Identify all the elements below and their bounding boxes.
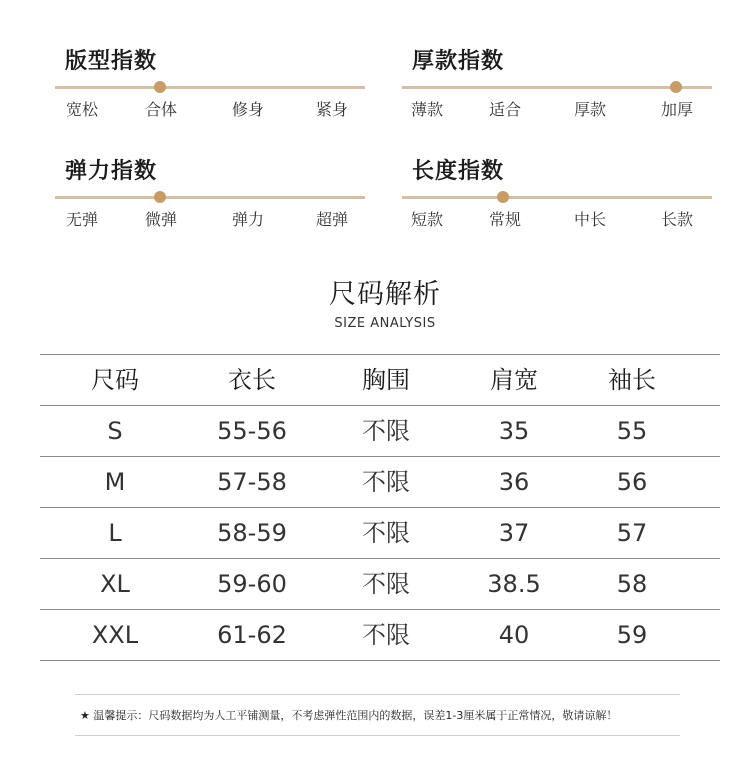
- index-track: [402, 196, 712, 199]
- index-option: 长款: [660, 210, 694, 229]
- index-option: 弹力: [231, 210, 265, 229]
- note-divider-top: [75, 694, 680, 695]
- fit-index: [55, 44, 367, 134]
- table-cell: 38.5: [487, 570, 541, 598]
- index-track: [55, 86, 365, 89]
- table-cell: 59-60: [217, 570, 287, 598]
- table-cell: 61-62: [217, 621, 287, 649]
- table-row: [40, 405, 720, 456]
- table-row: [40, 558, 720, 609]
- index-option: 超弹: [315, 210, 349, 229]
- index-track: [402, 86, 712, 89]
- table-header-row: [40, 354, 720, 405]
- index-title: 厚款指数: [412, 49, 505, 74]
- index-title: 版型指数: [65, 49, 158, 74]
- index-option: 紧身: [315, 100, 349, 119]
- table-cell: 37: [498, 519, 530, 547]
- table-cell: 57-58: [217, 468, 287, 496]
- elasticity-index: [55, 154, 367, 244]
- table-cell: 不限: [362, 417, 410, 445]
- column-header: 胸围: [362, 366, 410, 394]
- index-option: 适合: [488, 100, 522, 119]
- index-option: 常规: [488, 210, 522, 229]
- table-row: [40, 456, 720, 507]
- index-option: 加厚: [660, 100, 694, 119]
- index-option: 修身: [231, 100, 265, 119]
- table-cell: 58-59: [217, 519, 287, 547]
- table-cell: 36: [498, 468, 530, 496]
- index-option: 薄款: [410, 100, 444, 119]
- size-table: [40, 354, 720, 661]
- index-option: 短款: [410, 210, 444, 229]
- size-note: ★ 温馨提示：尺码数据均为人工平铺测量，不考虑弹性范围内的数据，误差1-3厘米属于正常情况，敬请谅解！: [80, 709, 618, 722]
- column-header: 袖长: [608, 366, 656, 394]
- index-option: 中长: [573, 210, 607, 229]
- table-cell: 57: [616, 519, 648, 547]
- table-cell: 不限: [362, 519, 410, 547]
- index-marker: [670, 81, 682, 93]
- index-option: 合体: [144, 100, 178, 119]
- table-cell: XXL: [91, 621, 139, 649]
- table-row: [40, 507, 720, 558]
- table-cell: XL: [100, 570, 130, 598]
- table-cell: 56: [616, 468, 648, 496]
- index-option: 厚款: [573, 100, 607, 119]
- table-cell: 不限: [362, 621, 410, 649]
- table-cell: 55: [616, 417, 648, 445]
- table-cell: 不限: [362, 468, 410, 496]
- table-cell: 40: [498, 621, 530, 649]
- column-header: 尺码: [91, 366, 139, 394]
- length-index: [402, 154, 714, 244]
- table-cell: 58: [616, 570, 648, 598]
- table-cell: L: [108, 519, 122, 547]
- index-option: 宽松: [65, 100, 99, 119]
- table-cell: 35: [498, 417, 530, 445]
- table-cell: 55-56: [217, 417, 287, 445]
- index-title: 长度指数: [412, 159, 505, 184]
- note-divider-bottom: [75, 735, 680, 736]
- table-row: [40, 609, 720, 661]
- index-marker: [154, 81, 166, 93]
- column-header: 肩宽: [490, 366, 538, 394]
- thickness-index: [402, 44, 714, 134]
- index-title: 弹力指数: [65, 159, 158, 184]
- index-marker: [154, 191, 166, 203]
- table-cell: M: [104, 468, 126, 496]
- table-cell: 不限: [362, 570, 410, 598]
- column-header: 衣长: [228, 366, 276, 394]
- index-option: 无弹: [65, 210, 99, 229]
- table-cell: 59: [616, 621, 648, 649]
- size-section-subtitle: SIZE ANALYSIS: [334, 316, 436, 331]
- size-section-title: 尺码解析: [329, 279, 441, 310]
- index-option: 微弹: [144, 210, 178, 229]
- table-cell: S: [107, 417, 123, 445]
- index-marker: [497, 191, 509, 203]
- index-track: [55, 196, 365, 199]
